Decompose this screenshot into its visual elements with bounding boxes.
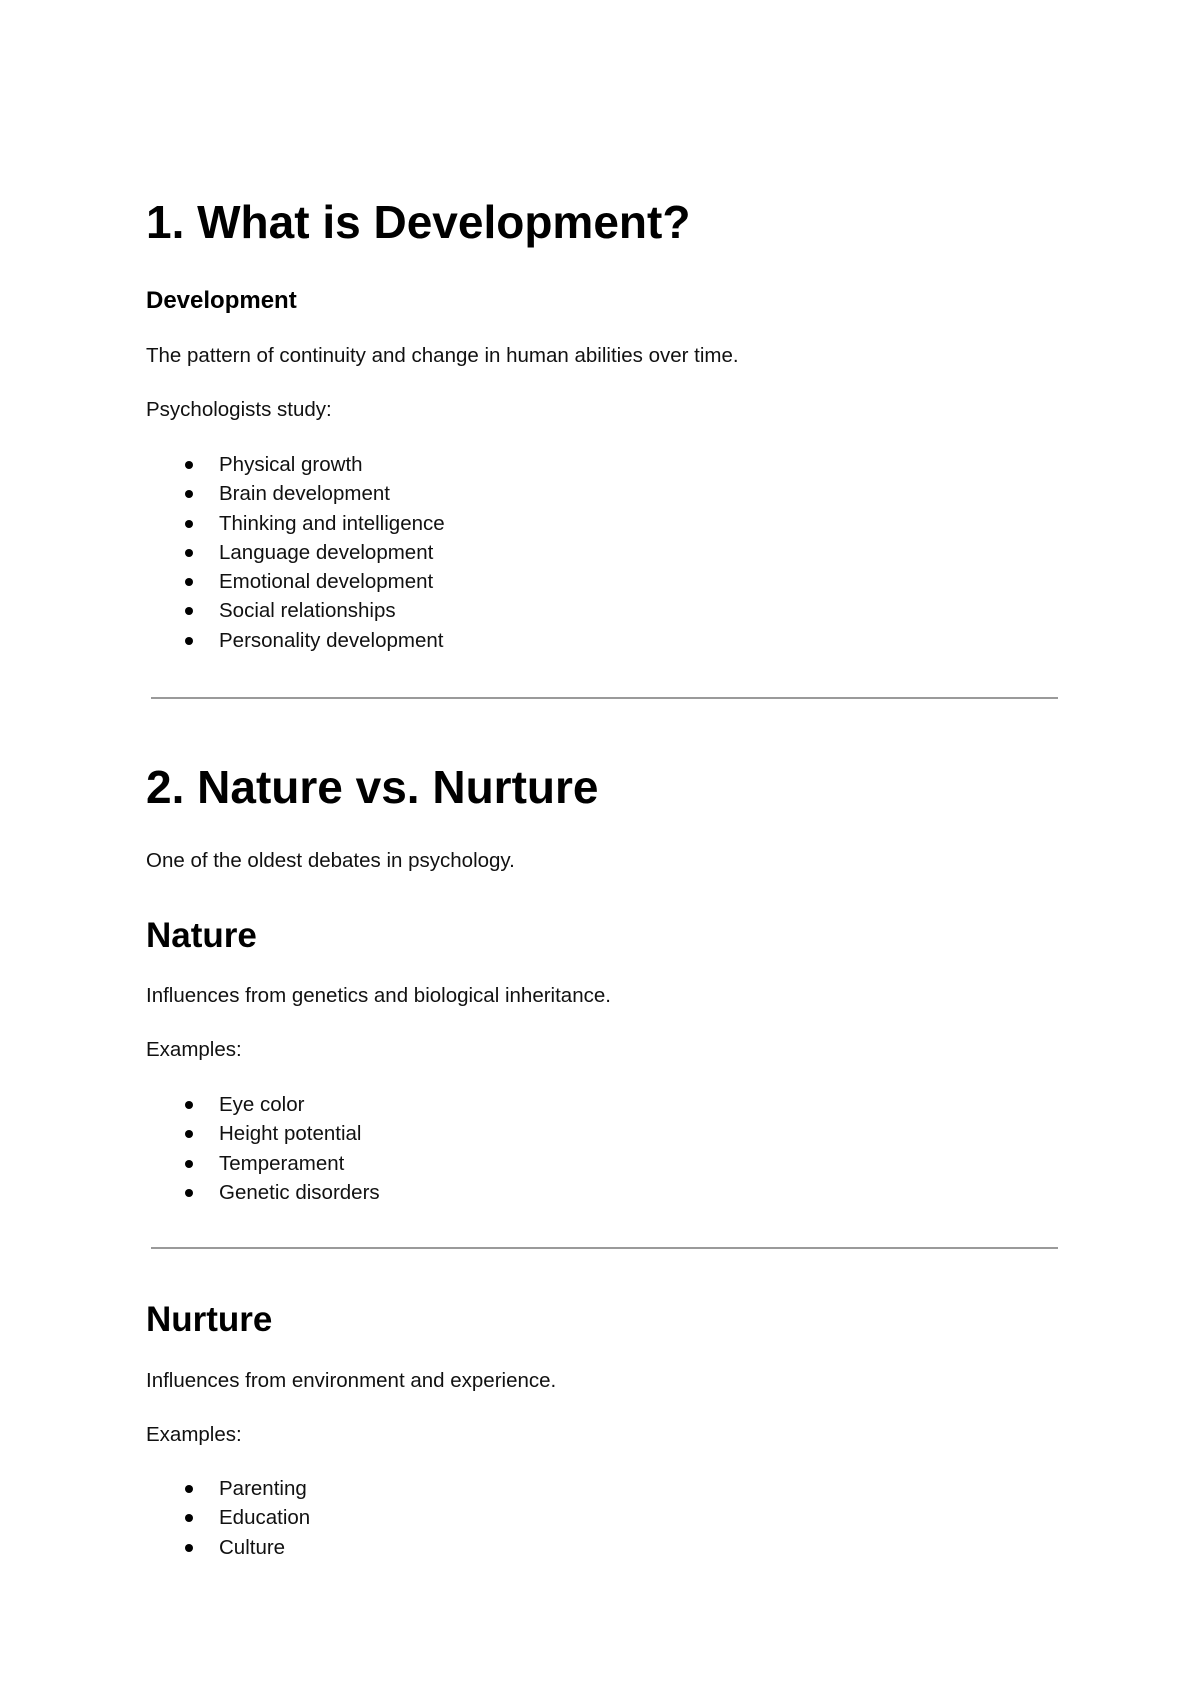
- bullet-icon: [185, 1101, 193, 1109]
- list-item-label: Thinking and intelligence: [219, 511, 445, 535]
- bullet-icon: [185, 461, 193, 469]
- nature-examples-list: [0, 1090, 380, 1207]
- horizontal-divider: [151, 697, 1058, 699]
- nurture-definition: Influences from environment and experience.: [146, 1369, 557, 1392]
- nurture-examples-intro: Examples:: [146, 1423, 242, 1446]
- bullet-icon: [185, 1514, 193, 1522]
- list-item-label: Social relationships: [219, 599, 396, 623]
- nurture-heading: Nurture: [146, 1300, 273, 1339]
- section-1-title: 1. What is Development?: [146, 196, 691, 248]
- list-item: [0, 538, 445, 567]
- list-item-label: Brain development: [219, 482, 390, 506]
- list-item: [0, 450, 445, 479]
- bullet-icon: [185, 1544, 193, 1552]
- list-item: [0, 596, 445, 625]
- bullet-icon: [185, 1485, 193, 1493]
- list-item: [0, 1503, 310, 1532]
- list-item-label: Culture: [219, 1535, 286, 1559]
- list-item: [0, 1178, 380, 1207]
- list-item-label: Height potential: [219, 1122, 362, 1146]
- psychologists-study-intro: Psychologists study:: [146, 398, 332, 421]
- list-item: [0, 1533, 310, 1562]
- list-item: [0, 1119, 380, 1148]
- list-item-label: Emotional development: [219, 570, 434, 594]
- list-item: [0, 509, 445, 538]
- bullet-icon: [185, 637, 193, 645]
- list-item: [0, 1474, 310, 1503]
- list-item-label: Physical growth: [219, 453, 363, 476]
- nature-heading: Nature: [146, 916, 257, 955]
- list-item-label: Education: [219, 1506, 311, 1530]
- bullet-icon: [185, 1130, 193, 1138]
- list-item-label: Language development: [219, 540, 434, 564]
- nature-examples-intro: Examples:: [146, 1038, 242, 1061]
- development-subheading: Development: [146, 287, 297, 314]
- bullet-icon: [185, 490, 193, 498]
- list-item-label: Genetic disorders: [219, 1180, 380, 1204]
- nature-nurture-intro: One of the oldest debates in psychology.: [146, 849, 515, 872]
- list-item: [0, 567, 445, 596]
- list-item-label: Eye color: [219, 1093, 305, 1116]
- bullet-icon: [185, 578, 193, 586]
- development-definition: The pattern of continuity and change in human abilities over time.: [146, 344, 739, 367]
- section-2-title: 2. Nature vs. Nurture: [146, 761, 599, 813]
- list-item-label: Parenting: [219, 1477, 307, 1500]
- list-item: [0, 1149, 380, 1178]
- psychologists-study-list: [0, 450, 445, 655]
- list-item: [0, 1090, 380, 1119]
- list-item-label: Temperament: [219, 1151, 345, 1175]
- bullet-icon: [185, 607, 193, 615]
- bullet-icon: [185, 520, 193, 528]
- bullet-icon: [185, 1160, 193, 1168]
- list-item-label: Personality development: [219, 628, 444, 652]
- horizontal-divider: [151, 1247, 1058, 1249]
- nature-definition: Influences from genetics and biological inheritance.: [146, 984, 611, 1007]
- nurture-examples-list: [0, 1474, 310, 1562]
- list-item: [0, 479, 445, 508]
- list-item: [0, 626, 445, 655]
- bullet-icon: [185, 1189, 193, 1197]
- bullet-icon: [185, 549, 193, 557]
